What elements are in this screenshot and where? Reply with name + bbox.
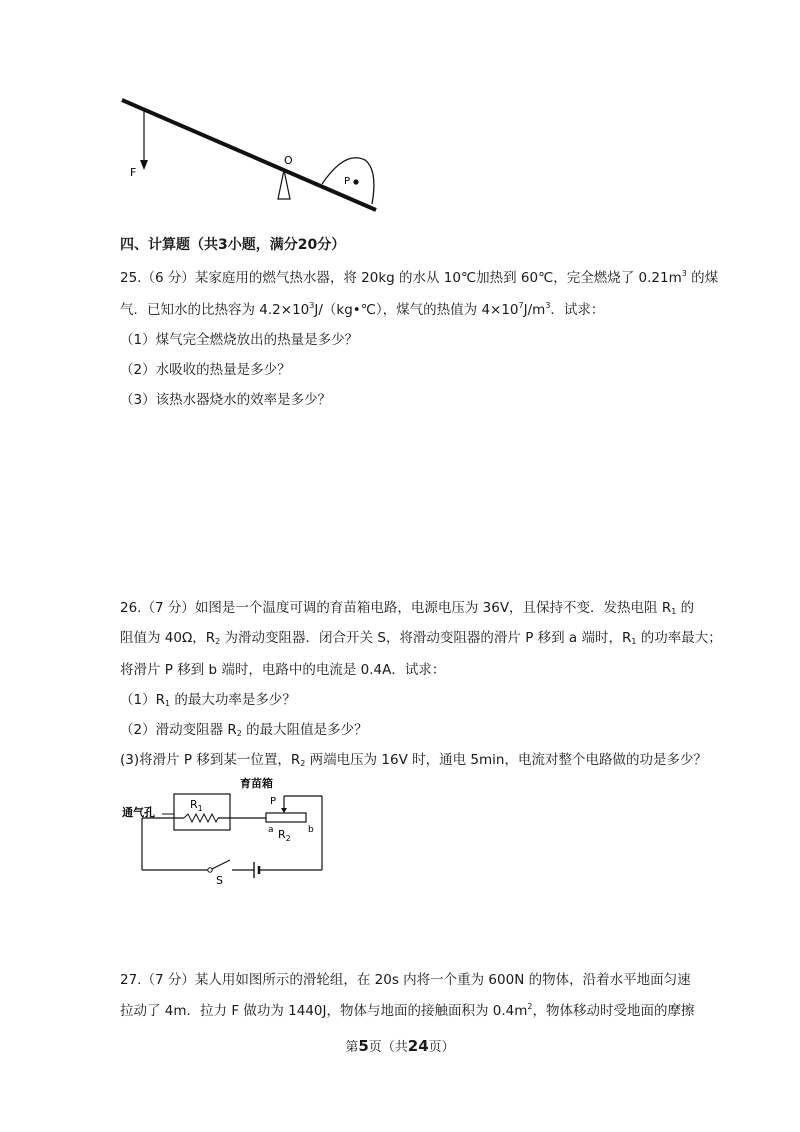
slider-p-head <box>281 808 287 813</box>
q26-line-2: 阻值为 40Ω，$R_2$ 为滑动变阻器．闭合开关 S，将滑动变阻器的滑片 P 移到 a 端时，$R_1$ 的功率最大； <box>120 630 722 646</box>
switch-s-label: S <box>216 874 223 886</box>
q25-line-1: 25.（6 分）某家庭用的燃气热水器，将 20kg 的水从 10℃加热到 60℃，完全燃烧了 $0.21m^3$ 的煤 <box>120 269 719 286</box>
r1-label: $R_1$ <box>190 798 203 813</box>
q26-line-1: 26.（7 分）如图是一个温度可调的育苗箱电路，电源电压为 36V，且保持不变．发热电阻 $R_1$ 的 <box>120 600 695 616</box>
lever-bar <box>122 100 376 210</box>
q26-sub-2: （2）滑动变阻器 $R_2$ 的最大阻值是多少？ <box>120 722 368 738</box>
q25-sub-2: （2）水吸收的热量是多少？ <box>120 362 291 378</box>
page-footer: 第5页（共24页） <box>345 1037 455 1055</box>
r2-rheostat <box>266 813 306 822</box>
q25-line-2: 气．已知水的比热容为 $4.2\times 10^3J/(kg•℃)$，煤气的热值为 $4\times 10^7J/m^3$．试求： <box>120 301 605 318</box>
pivot-label: O <box>284 154 293 167</box>
circuit-figure <box>118 774 330 886</box>
force-arrow-head <box>140 160 148 170</box>
switch-contact <box>208 868 212 872</box>
q25-sub-3: （3）该热水器烧水的效率是多少？ <box>120 392 332 408</box>
r2-label: $R_2$ <box>278 828 291 843</box>
q27-line-1: 27.（7 分）某人用如图所示的滑轮组，在 20s 内将一个重为 600N 的物体，沿着水平地面匀速 <box>120 972 691 988</box>
q26-sub-3: (3)将滑片 P 移到某一位置，$R_2$ 两端电压为 16V 时，通电 5min，电流对整个电路做的功是多少？ <box>120 752 707 768</box>
vent-label: 通气孔 <box>122 806 155 819</box>
end-b-label: b <box>308 825 314 835</box>
q26-line-3: 将滑片 P 移到 b 端时，电路中的电流是 0.4A．试求： <box>120 662 446 678</box>
seedling-box-label: 育苗箱 <box>240 777 273 790</box>
end-a-label: a <box>268 825 274 835</box>
point-p-label: P <box>344 176 351 187</box>
switch-s <box>212 860 230 869</box>
r1-resistor <box>184 814 218 822</box>
section-heading: 四、计算题（共3小题，满分20分） <box>120 237 346 253</box>
q27-line-2: 拉动了 4m．拉力 F 做功为 1440J，物体与地面的接触面积为 $0.4m^2$，物体移动时受地面的摩擦 <box>120 1002 695 1019</box>
lever-figure <box>110 92 390 217</box>
slider-p-label: P <box>270 796 277 807</box>
force-label: F <box>130 166 137 179</box>
point-p-dot <box>353 179 358 184</box>
fulcrum <box>278 170 290 199</box>
q26-sub-1: $(1)R_1$ 的最大功率是多少？ <box>120 692 296 708</box>
q25-sub-1: （1）煤气完全燃烧放出的热量是多少？ <box>120 332 359 348</box>
